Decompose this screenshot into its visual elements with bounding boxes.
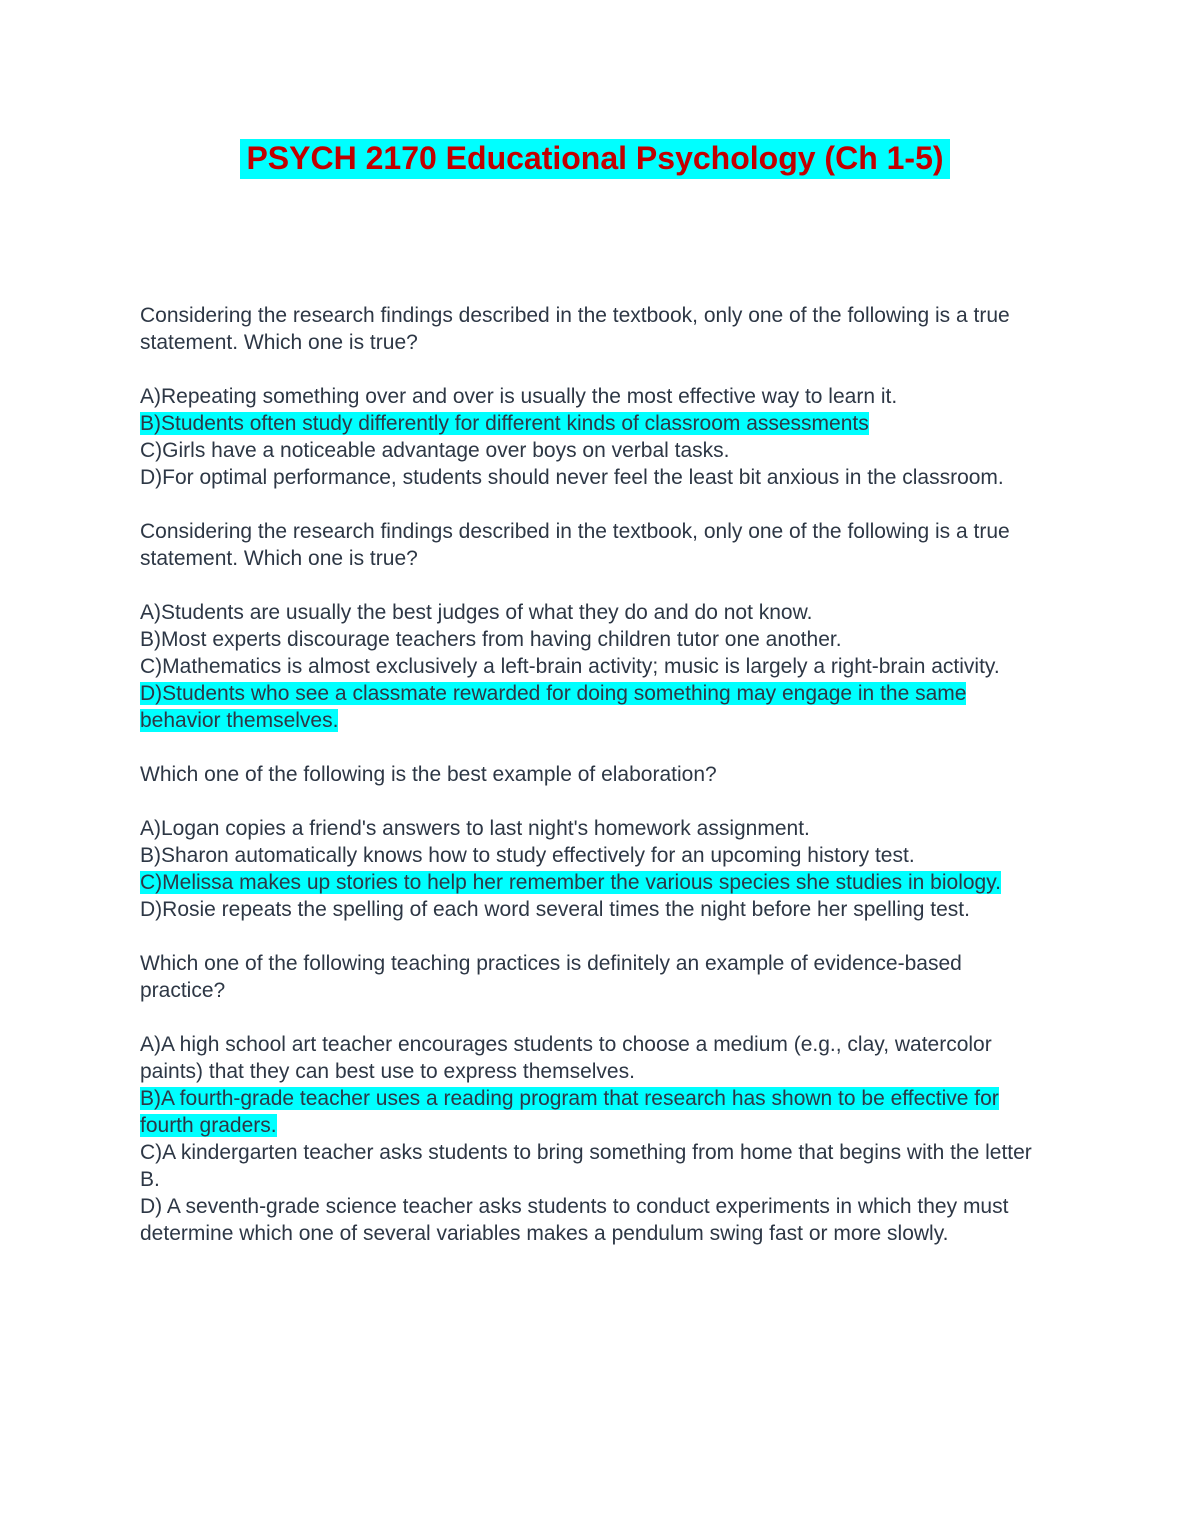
question-block-4 bbox=[140, 950, 1050, 1247]
answer-option-text: C)Girls have a noticeable advantage over boys on verbal tasks. bbox=[140, 439, 730, 462]
answer-option-text: D)For optimal performance, students should never feel the least bit anxious in the classroom. bbox=[140, 466, 1004, 489]
answer-option-a bbox=[140, 383, 1050, 410]
answer-options bbox=[140, 599, 1050, 734]
answer-option-d bbox=[140, 1193, 1050, 1247]
answer-option-text: B)Students often study differently for different kinds of classroom assessments bbox=[140, 412, 869, 435]
question-block-2 bbox=[140, 518, 1050, 734]
answer-option-text: D)Students who see a classmate rewarded for doing something may engage in the same behavior themselves. bbox=[140, 682, 967, 732]
question-stem: Which one of the following teaching practices is definitely an example of evidence-based practice? bbox=[140, 952, 962, 1002]
answer-option-b bbox=[140, 410, 1050, 437]
answer-option-b bbox=[140, 842, 1050, 869]
answer-option-text: A)A high school art teacher encourages students to choose a medium (e.g., clay, watercolor paints) that they can best use to express themselves. bbox=[140, 1033, 992, 1083]
answer-option-text: A)Repeating something over and over is usually the most effective way to learn it. bbox=[140, 385, 898, 408]
answer-option-text: A)Logan copies a friend's answers to last night's homework assignment. bbox=[140, 817, 810, 840]
answer-option-text: A)Students are usually the best judges of what they do and do not know. bbox=[140, 601, 813, 624]
answer-option-text: B)Most experts discourage teachers from having children tutor one another. bbox=[140, 628, 842, 651]
question-stem: Considering the research findings described in the textbook, only one of the following is a true statement. Which one is true? bbox=[140, 520, 1010, 570]
answer-option-d bbox=[140, 680, 1050, 734]
answer-option-text: C)Mathematics is almost exclusively a left-brain activity; music is largely a right-brain activity. bbox=[140, 655, 1000, 678]
answer-options bbox=[140, 383, 1050, 491]
question-block-1 bbox=[140, 302, 1050, 491]
answer-option-d bbox=[140, 464, 1050, 491]
answer-option-b bbox=[140, 626, 1050, 653]
answer-option-text: D)Rosie repeats the spelling of each word several times the night before her spelling test. bbox=[140, 898, 970, 921]
answer-options bbox=[140, 1031, 1050, 1247]
answer-option-a bbox=[140, 1031, 1050, 1085]
answer-option-text: B)A fourth-grade teacher uses a reading program that research has shown to be effective for fourth graders. bbox=[140, 1087, 999, 1137]
question-stem: Which one of the following is the best example of elaboration? bbox=[140, 763, 717, 786]
answer-option-text: C)A kindergarten teacher asks students to bring something from home that begins with the letter B. bbox=[140, 1141, 1032, 1191]
answer-option-c bbox=[140, 437, 1050, 464]
answer-options bbox=[140, 815, 1050, 923]
answer-option-d bbox=[140, 896, 1050, 923]
question-block-3 bbox=[140, 761, 1050, 923]
answer-option-b bbox=[140, 1085, 1050, 1139]
question-stem: Considering the research findings described in the textbook, only one of the following is a true statement. Which one is true? bbox=[140, 304, 1010, 354]
answer-option-c bbox=[140, 653, 1050, 680]
document-body bbox=[0, 180, 1190, 1247]
document-title bbox=[0, 0, 1190, 180]
document-title-highlight: PSYCH 2170 Educational Psychology (Ch 1-5) bbox=[240, 139, 949, 179]
answer-option-text: D) A seventh-grade science teacher asks students to conduct experiments in which they must determine which one of several variables makes a pendulum swing fast or more slowly. bbox=[140, 1195, 1009, 1245]
answer-option-a bbox=[140, 815, 1050, 842]
answer-option-c bbox=[140, 869, 1050, 896]
answer-option-c bbox=[140, 1139, 1050, 1193]
answer-option-text: B)Sharon automatically knows how to study effectively for an upcoming history test. bbox=[140, 844, 915, 867]
answer-option-a bbox=[140, 599, 1050, 626]
answer-option-text: C)Melissa makes up stories to help her remember the various species she studies in biology. bbox=[140, 871, 1001, 894]
